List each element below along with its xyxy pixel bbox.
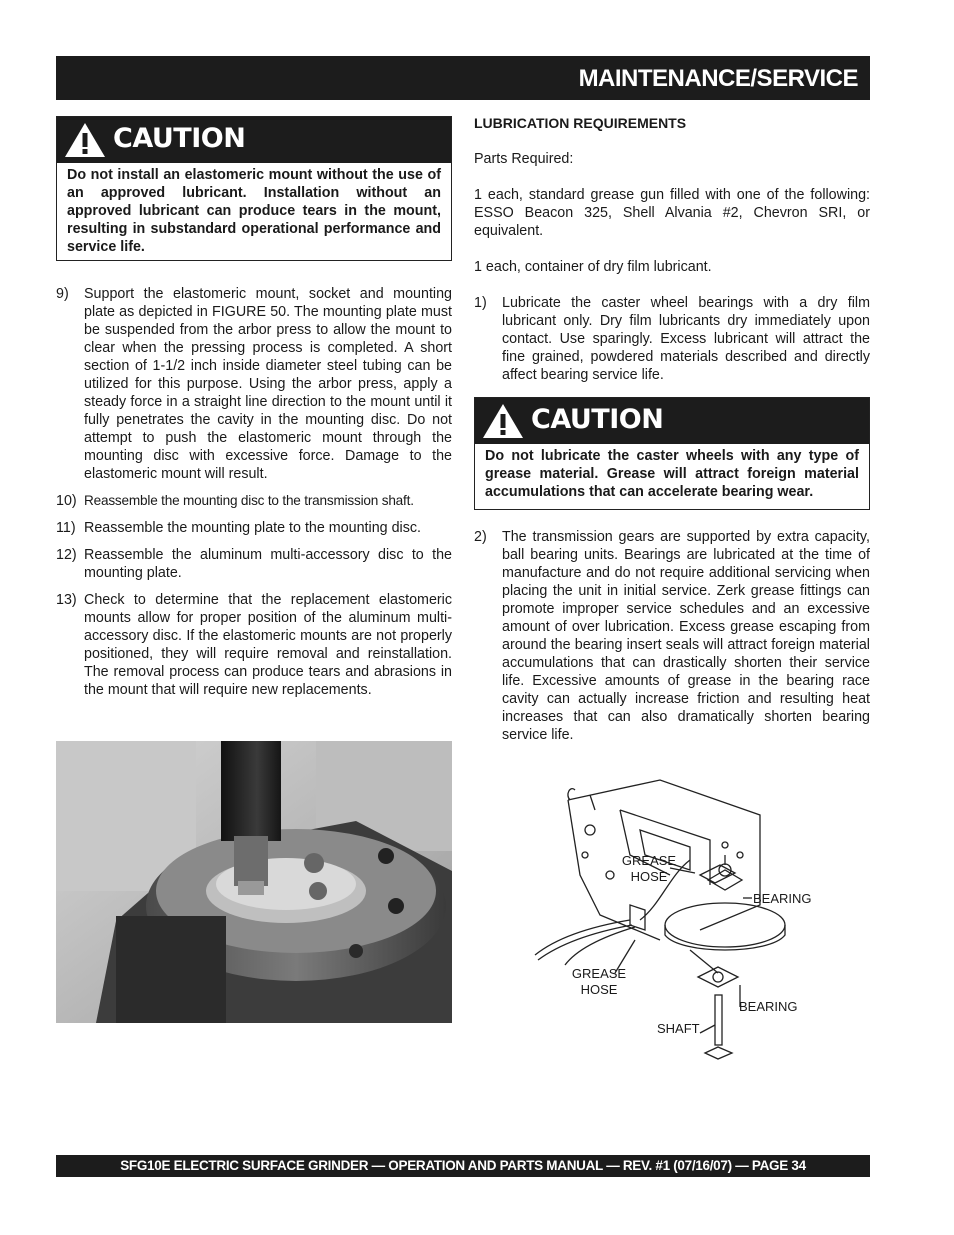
step-text: Check to determine that the replacement elastomeric mounts allow for proper position of the aluminum multi-accessory disc. If the elastomeric mounts are not properly positioned, they will require removal and reinstallation. The removal process can produce tears and abrasions in the mount that will require new replacements.	[84, 592, 452, 698]
step-number: 12)	[56, 547, 77, 563]
caution-label: CAUTION	[531, 404, 664, 435]
warning-triangle-icon	[63, 121, 107, 159]
step-number: 10)	[56, 493, 77, 509]
right-step-2	[474, 528, 870, 753]
list-item	[474, 294, 870, 384]
step-number: 1)	[474, 295, 487, 311]
caution-box-caster	[474, 397, 870, 510]
grease-hose-label-top: GREASE HOSE	[621, 853, 677, 884]
shaft-label: SHAFT	[657, 1021, 700, 1036]
caution-text: Do not install an elastomeric mount without the use of an approved lubricant. Installation without an approved lubricant can produce tears in the mount, resulting in substandard operational performance and service life.	[67, 167, 441, 255]
caution-text: Do not lubricate the caster wheels with any type of grease material. Grease will attract foreign material accumulations that can accelerate bearing wear.	[485, 448, 859, 500]
header-bar	[56, 56, 870, 100]
caution-box-mount	[56, 116, 452, 261]
section-heading: LUBRICATION REQUIREMENTS	[474, 115, 687, 131]
step-text: Reassemble the mounting disc to the transmission shaft.	[84, 493, 414, 508]
transmission-diagram	[520, 755, 840, 1075]
list-item	[56, 519, 452, 537]
step-number: 11)	[56, 520, 76, 536]
bearing-label-bottom: BEARING	[739, 999, 798, 1014]
arbor-press-photo-image	[56, 741, 452, 1023]
step-text: The transmission gears are supported by extra capacity, ball bearing units. Bearings are lubricated at the time of manufacture and do not require additional servicing when placing the unit in initial service. Zerk grease fittings can promote improper service schedules and an excessive amount of over lubrication. Excess grease escaping from around the bearing insert seals will attract foreign material accumulations that can drastically shorten their service life. Excessive amounts of grease in the bearing race cavity can actually increase friction and resulting heat increases that can also dramatically shorten bearing service life.	[502, 529, 870, 743]
list-item	[56, 285, 452, 483]
step-number: 13)	[56, 592, 77, 608]
step-text: Lubricate the caster wheel bearings with a dry film lubricant only. Dry film lubricants dry immediately upon contact. Use sparingly. Excess lubricant will attract the fine grained, powdered materials described and directly affect bearing service life.	[502, 295, 870, 383]
list-item	[56, 546, 452, 582]
step-number: 2)	[474, 529, 487, 545]
step-text: Reassemble the mounting plate to the mounting disc.	[84, 520, 421, 536]
section-title: MAINTENANCE/SERVICE	[578, 65, 858, 92]
step-text: Reassemble the aluminum multi-accessory disc to the mounting plate.	[84, 547, 452, 581]
lubrication-section	[474, 114, 870, 393]
caution-header	[57, 117, 451, 163]
part-1-text: 1 each, standard grease gun filled with one of the following: ESSO Beacon 325, Shell Alvania #2, Chevron SRI, or equivalent.	[474, 187, 870, 239]
list-item	[56, 591, 452, 699]
footer-bar	[56, 1155, 870, 1177]
bearing-label-top: BEARING	[753, 891, 812, 906]
part-2-text: 1 each, container of dry film lubricant.	[474, 259, 712, 275]
grease-hose-label-bottom: GREASE HOSE	[571, 966, 627, 997]
warning-triangle-icon	[481, 402, 525, 440]
step-number: 9)	[56, 286, 69, 302]
caution-label: CAUTION	[113, 123, 246, 154]
arbor-press-photo	[56, 741, 452, 1023]
left-steps-list	[56, 285, 452, 708]
parts-required-label: Parts Required:	[474, 151, 574, 167]
caution-header	[475, 398, 869, 444]
step-text: Support the elastomeric mount, socket and mounting plate as depicted in FIGURE 50. The mounting plate must be suspended from the arbor press to allow the mount to clear when the pressing process is completed. A short section of 1-1/2 inch inside diameter steel tubing can be utilized for this purpose. Using the arbor press, apply a steady force in a straight line direction to the mount until it fully penetrates the cavity in the mounting disc. Do not attempt to push the elastomeric mount through the mounting disc with excessive force. Damage to the elastomeric mount will result.	[84, 286, 452, 482]
footer-text: SFG10E ELECTRIC SURFACE GRINDER — OPERATION AND PARTS MANUAL — REV. #1 (07/16/07) — PAGE 34	[120, 1158, 806, 1173]
list-item	[56, 492, 452, 510]
list-item	[474, 528, 870, 744]
